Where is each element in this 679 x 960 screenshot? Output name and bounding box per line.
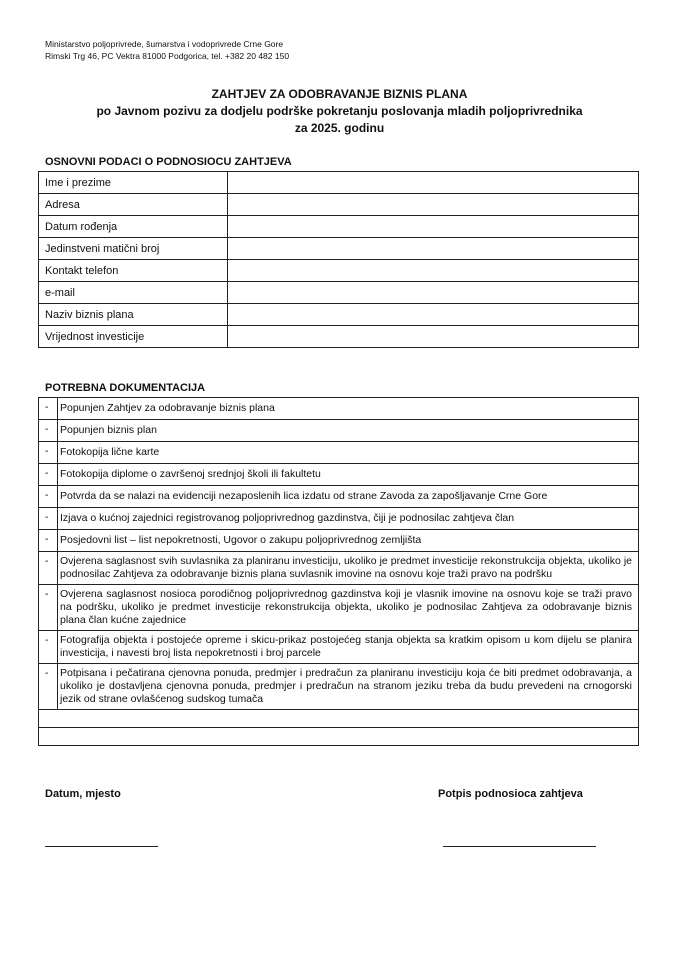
field-label: e-mail — [39, 282, 228, 304]
field-label: Ime i prezime — [39, 172, 228, 194]
field-label: Adresa — [39, 194, 228, 216]
date-place-label: Datum, mjesto — [45, 788, 121, 800]
field-value-input[interactable] — [228, 238, 639, 260]
documentation-heading: POTREBNA DOKUMENTACIJA — [45, 382, 206, 394]
field-value-input[interactable] — [228, 216, 639, 238]
field-value-input[interactable] — [228, 282, 639, 304]
bullet-dash: - — [39, 442, 58, 464]
basic-data-row — [39, 172, 639, 194]
ministry-header — [45, 38, 289, 62]
documentation-item: Potvrda da se nalazi na evidenciji nezaposlenih lica izdatu od strane Zavoda za zapošljavanje Crne Gore — [58, 486, 639, 508]
basic-data-table — [38, 171, 639, 348]
documentation-row — [39, 420, 639, 442]
documentation-item: Fotografija objekta i postojeće opreme i skicu-prikaz postojećeg stanja objekta sa kratkim opisom u kom dijelu se planira investicija, i navesti broj lista nepokretnosti i broj parcele — [58, 631, 639, 664]
empty-row — [39, 710, 639, 728]
field-value-input[interactable] — [228, 304, 639, 326]
basic-data-row — [39, 260, 639, 282]
bullet-dash: - — [39, 464, 58, 486]
documentation-row — [39, 530, 639, 552]
documentation-item: Ovjerena saglasnost svih suvlasnika za planiranu investiciju, ukoliko je predmet investicije rekonstrukcija objekta, ukoliko je podnosilac Zahtjeva za odobravanje biznis plana suvlasnik imovine na osnovu koje traži pravo na podršku — [58, 552, 639, 585]
documentation-row — [39, 442, 639, 464]
basic-data-row — [39, 194, 639, 216]
documentation-item: Fotokopija lične karte — [58, 442, 639, 464]
bullet-dash: - — [39, 585, 58, 631]
bullet-dash: - — [39, 530, 58, 552]
basic-data-heading: OSNOVNI PODACI O PODNOSIOCU ZAHTJEVA — [45, 156, 292, 168]
documentation-item: Popunjen Zahtjev za odobravanje biznis plana — [58, 398, 639, 420]
bullet-dash: - — [39, 552, 58, 585]
field-value-input[interactable] — [228, 172, 639, 194]
documentation-row — [39, 585, 639, 631]
field-label: Datum rođenja — [39, 216, 228, 238]
basic-data-row — [39, 238, 639, 260]
documentation-item: Ovjerena saglasnost nosioca porodičnog poljoprivrednog gazdinstva koji je vlasnik imovine na osnovu koje se traži pravo na podršku, ukoliko je predmet investicije rekonstrukcija objekta, ukoliko je podnosilac Zahtjeva za odobravanje biznis plana član kućne zajednice — [58, 585, 639, 631]
title-line-2: po Javnom pozivu za dodjelu podrške pokretanju poslovanja mladih poljoprivrednika — [96, 104, 583, 118]
signature-label: Potpis podnosioca zahtjeva — [438, 788, 583, 800]
documentation-item: Izjava o kućnoj zajednici registrovanog poljoprivrednog gazdinstva, čiji je podnosilac zahtjeva član — [58, 508, 639, 530]
empty-cell[interactable] — [39, 728, 639, 746]
signature-line[interactable] — [443, 846, 596, 847]
documentation-item: Popunjen biznis plan — [58, 420, 639, 442]
field-label: Jedinstveni matični broj — [39, 238, 228, 260]
field-value-input[interactable] — [228, 326, 639, 348]
documentation-row — [39, 464, 639, 486]
field-label: Naziv biznis plana — [39, 304, 228, 326]
bullet-dash: - — [39, 420, 58, 442]
title-line-1: ZAHTJEV ZA ODOBRAVANJE BIZNIS PLANA — [211, 87, 468, 101]
documentation-row — [39, 398, 639, 420]
documentation-table — [38, 397, 639, 746]
documentation-item: Posjedovni list – list nepokretnosti, Ugovor o zakupu poljoprivrednog zemljišta — [58, 530, 639, 552]
bullet-dash: - — [39, 486, 58, 508]
bullet-dash: - — [39, 631, 58, 664]
basic-data-row — [39, 216, 639, 238]
documentation-row — [39, 486, 639, 508]
documentation-row — [39, 552, 639, 585]
basic-data-row — [39, 282, 639, 304]
document-title — [0, 86, 679, 137]
ministry-address: Rimski Trg 46, PC Vektra 81000 Podgorica, tel. +382 20 482 150 — [45, 51, 290, 61]
documentation-row — [39, 664, 639, 710]
field-label: Vrijednost investicije — [39, 326, 228, 348]
bullet-dash: - — [39, 664, 58, 710]
documentation-row — [39, 631, 639, 664]
empty-cell[interactable] — [39, 710, 639, 728]
ministry-name: Ministarstvo poljoprivrede, šumarstva i vodoprivrede Crne Gore — [45, 39, 284, 49]
field-label: Kontakt telefon — [39, 260, 228, 282]
field-value-input[interactable] — [228, 194, 639, 216]
basic-data-row — [39, 326, 639, 348]
bullet-dash: - — [39, 398, 58, 420]
empty-row — [39, 728, 639, 746]
date-place-line[interactable] — [45, 846, 158, 847]
field-value-input[interactable] — [228, 260, 639, 282]
documentation-item: Potpisana i pečatirana cjenovna ponuda, predmjer i predračun za planiranu investiciju koja će biti predmet odobravanja, a ukoliko je dostavljena cjenovna ponuda, predmjer i predračun na stranom jeziku treba da budu prevedeni na crnogorski jezik od strane ovlašćenog sudskog tumača — [58, 664, 639, 710]
bullet-dash: - — [39, 508, 58, 530]
documentation-item: Fotokopija diplome o završenoj srednjoj školi ili fakultetu — [58, 464, 639, 486]
basic-data-row — [39, 304, 639, 326]
title-line-3: za 2025. godinu — [294, 121, 385, 135]
documentation-row — [39, 508, 639, 530]
